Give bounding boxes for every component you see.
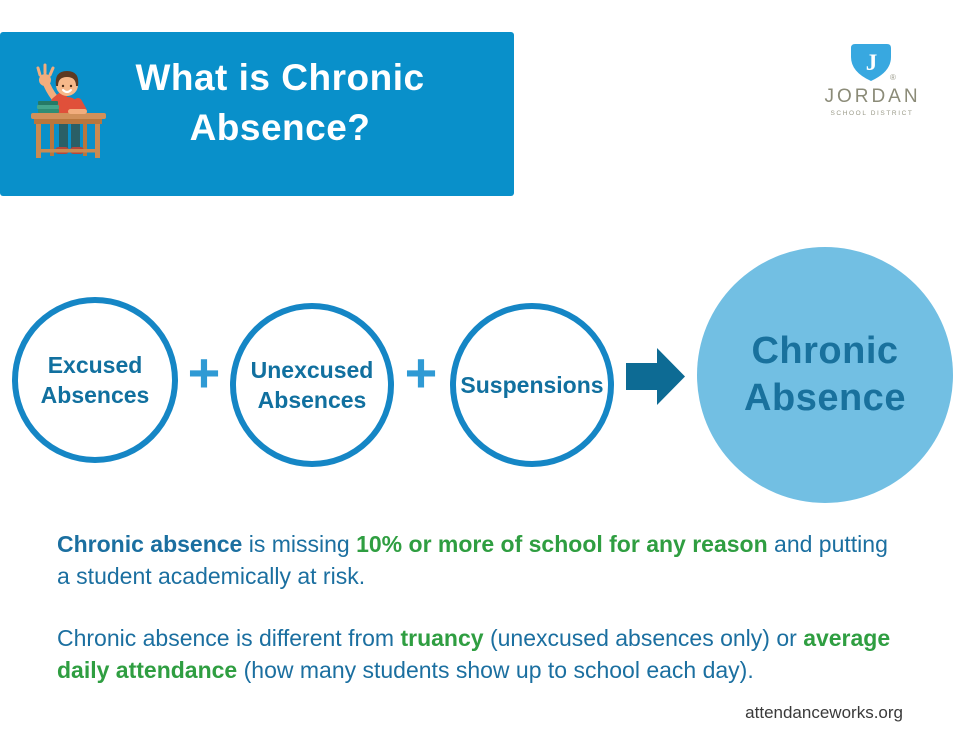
circle-chronic-absence-result: [697, 247, 953, 503]
circle-label: Suspensions: [460, 372, 604, 398]
comparison-paragraph: [57, 622, 892, 686]
logo-shield-wrap: [791, 44, 951, 82]
comparison-text: (unexcused absences only) or: [483, 625, 804, 651]
definition-text: and putting a student academically at risk.: [57, 531, 888, 589]
registered-trademark-mark: ®: [890, 73, 896, 82]
definition-paragraph: [57, 528, 892, 592]
logo-org-name: JORDAN: [824, 86, 921, 107]
shield-icon: [851, 44, 891, 82]
shield-letter: J: [865, 50, 878, 75]
comparison-highlight-truancy: truancy: [400, 625, 484, 651]
plus-icon: +: [187, 341, 221, 404]
result-label-line1: Chronic: [751, 330, 899, 372]
result-label-line2: Absence: [744, 377, 906, 419]
plus-icon: +: [404, 341, 438, 404]
page-title-line2: Absence?: [189, 107, 371, 148]
circle-label: Excused Absences: [40, 352, 150, 408]
definition-text: is missing: [242, 531, 357, 557]
page-title: [90, 53, 470, 153]
circle-excused-absences: [12, 297, 178, 463]
source-attribution: attendanceworks.org: [745, 703, 903, 722]
page-title-line1: What is Chronic: [135, 57, 425, 98]
circle-suspensions: [450, 303, 614, 467]
definition-term: Chronic absence: [57, 531, 243, 557]
circle-unexcused-absences: [230, 303, 394, 467]
comparison-text: Chronic absence is different from: [57, 625, 401, 651]
definition-highlight: 10% or more of school for any reason: [356, 531, 768, 557]
comparison-text: (how many students show up to school each day).: [237, 657, 754, 683]
logo-org-subtitle: SCHOOL DISTRICT: [830, 110, 914, 117]
header-banner: [0, 32, 514, 196]
comparison-highlight-ada: average daily attendance: [57, 625, 891, 683]
arrow-right-icon: [626, 348, 686, 405]
jordan-district-logo: [791, 44, 951, 117]
circle-label: Unexcused Absences: [250, 357, 374, 413]
